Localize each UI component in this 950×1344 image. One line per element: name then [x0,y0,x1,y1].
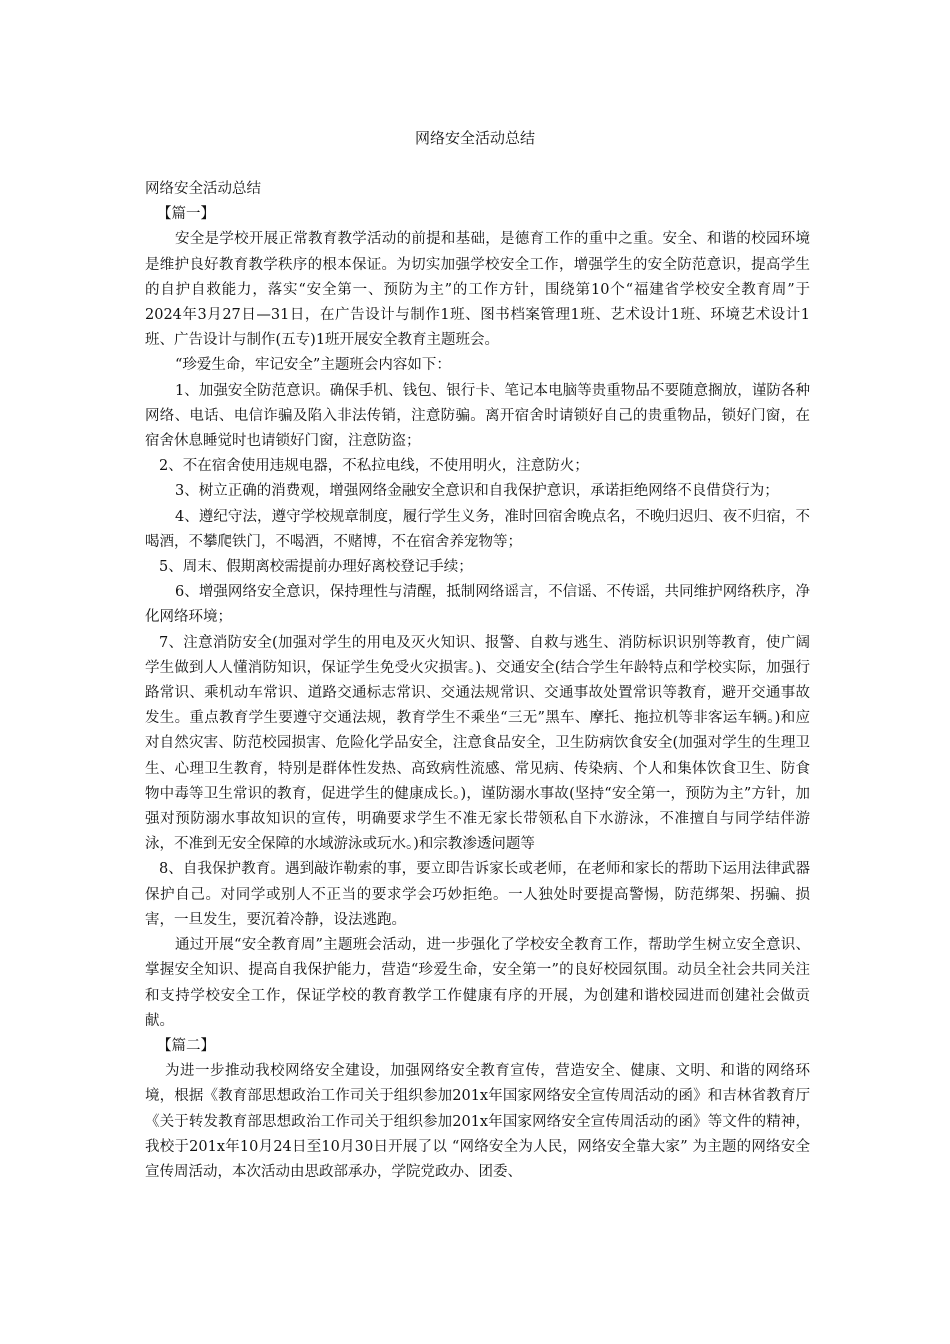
paragraph-part2: 为进一步推动我校网络安全建设，加强网络安全教育宣传，营造安全、健康、文明、和谐的网络环境，根据《教育部思想政治工作司关于组织参加201x年国家网络安全宣传周活动的函》和吉林省教育厅《关于转发教育部思想政治工作司关于组织参加201x年国家网络安全宣传周活动的函》等文件的精神，我校于201x年10月24日至10月30日开展了以 “网络安全为人民，网络安全靠大家” 为主题的网络安全宣传周活动，本次活动由思政部承办，学院党政办、团委、 [145,1063,810,1180]
document-title: 网络安全活动总结 [414,129,535,147]
document-subtitle: 网络安全活动总结 [145,181,261,197]
list-item-7: 7、注意消防安全(加强对学生的用电及灭火知识、报警、自救与逃生、消防标识识别等教育，使广阔学生做到人人懂消防知识，保证学生免受火灾损害。)、交通安全(结合学生年龄特点和学校实际，加强行路常识、乘机动车常识、道路交通标志常识、交通法规常识、交通事故处置常识等教育，避开交通事故发生。重点教育学生要遵守交通法规，教育学生不乘坐“三无”黑车、摩托、拖拉机等非客运车辆。)和应对自然灾害、防范校园损害、危险化学品安全，注意食品安全，卫生防病饮食安全(加强对学生的生理卫生、心理卫生教育，特别是群体性发热、高致病性流感、常见病、传染病、个人和集体饮食卫生、防食物中毒等卫生常识的教育，促进学生的健康成长。)，谨防溺水事故(坚持“安全第一，预防为主”方针，加强对预防溺水事故知识的宣传，明确要求学生不准无家长带领私自下水游泳，不准擅自与同学结伴游泳，不准到无安全保障的水域游泳或玩水。)和宗教渗透问题等 [145,634,810,853]
list-item-5: 5、周末、假期离校需提前办理好离校登记手续； [159,559,473,576]
paragraph-theme: “珍爱生命，牢记安全”主题班会内容如下： [175,357,451,374]
list-item-3: 3、树立正确的消费观，增强网络金融安全意识和自我保护意识，承诺拒绝网络不良借贷行为； [175,483,779,500]
paragraph-intro: 安全是学校开展正常教育教学活动的前提和基础，是德育工作的重中之重。安全、和谐的校园环境是维护良好教育教学秩序的根本保证。为切实加强学校安全工作，增强学生的安全防范意识，提高学生的自护自救能力，落实“安全第一、预防为主”的工作方针，围绕第10个“福建省学校安全教育周”于 2024年3月27日—31日，在广告设计与制作1班、图书档案管理1班、艺术设计1班、环境艺术设计1班、广告设计与制作(五专)1班开展安全教育主题班会。 [145,231,810,349]
list-item-2: 2、不在宿舍使用违规电器，不私拉电线，不使用明火，注意防火； [159,458,589,475]
paragraph-conclusion: 通过开展“安全教育周”主题班会活动，进一步强化了学校安全教育工作，帮助学生树立安全意识、掌握安全知识、提高自我保护能力，营造“珍爱生命，安全第一”的良好校园氛围。动员全社会共同关注和支持学校安全工作，保证学校的教育教学工作健康有序的开展，为创建和谐校园进而创建社会做贡献。 [145,937,810,1029]
list-item-1: 1、加强安全防范意识。确保手机、钱包、银行卡、笔记本电脑等贵重物品不要随意搁放，谨防各种网络、电话、电信诈骗及陷入非法传销，注意防骗。离开宿舍时请锁好自己的贵重物品，锁好门窗，在宿舍休息睡觉时也请锁好门窗，注意防盗； [145,382,810,450]
list-item-6: 6、增强网络安全意识，保持理性与清醒，抵制网络谣言，不信谣、不传谣，共同维护网络秩序，净化网络环境； [145,584,810,626]
section-heading-part1: 【篇一】 [157,206,215,223]
list-item-8: 8、自我保护教育。遇到敲诈勒索的事，要立即告诉家长或老师，在老师和家长的帮助下运用法律武器保护自己。对同学或别人不正当的要求学会巧妙拒绝。一人独处时要提高警惕，防范绑架、拐骗、损害，一旦发生，要沉着冷静，设法逃跑。 [145,861,810,928]
document-body [145,177,810,1185]
section-heading-part2: 【篇二】 [157,1037,215,1054]
list-item-4: 4、遵纪守法，遵守学校规章制度，履行学生义务，准时回宿舍晚点名，不晚归迟归、夜不归宿，不喝酒，不攀爬铁门，不喝酒，不赌博，不在宿舍养宠物等； [145,508,810,550]
